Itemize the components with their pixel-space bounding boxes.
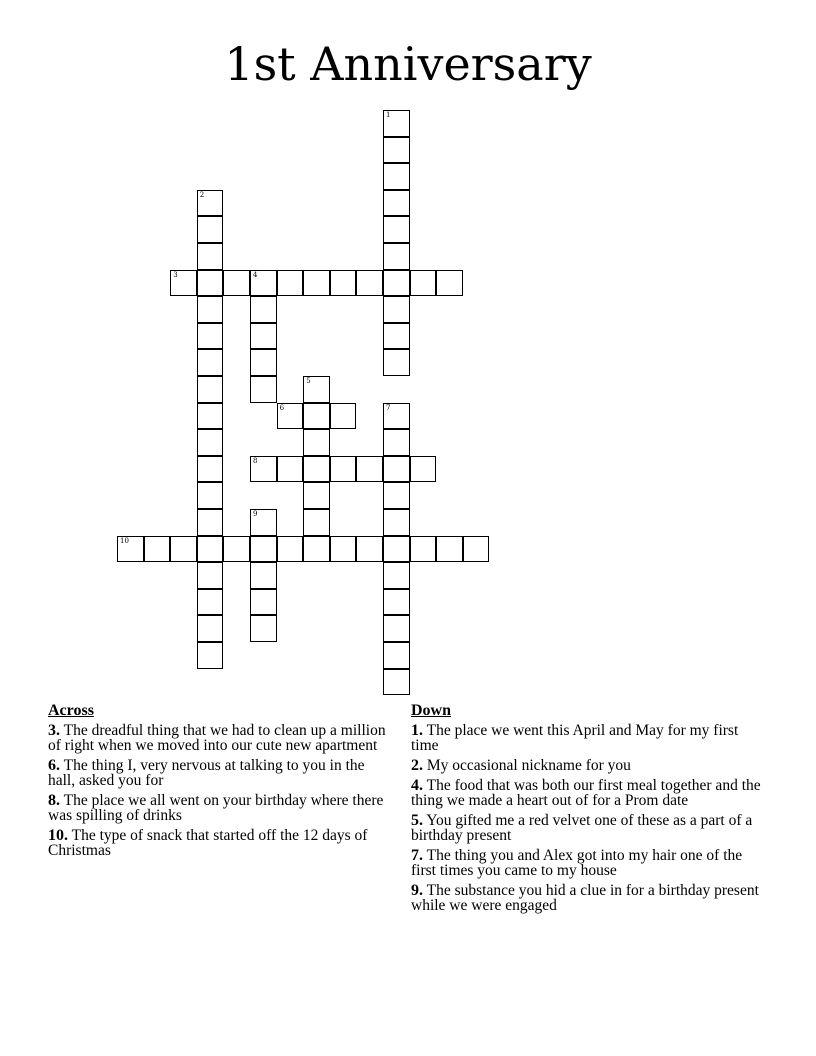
crossword-cell[interactable]: [197, 243, 224, 270]
crossword-cell[interactable]: [250, 615, 277, 642]
cell-number: 6: [279, 403, 285, 412]
crossword-cell[interactable]: [197, 323, 224, 350]
across-heading: Across: [48, 702, 94, 719]
cell-number: 10: [120, 536, 129, 545]
crossword-cell[interactable]: [463, 536, 490, 563]
crossword-cell[interactable]: [383, 509, 410, 536]
across-clue: [48, 793, 393, 823]
clue-number: 6.: [48, 757, 60, 774]
cell-number: 9: [253, 510, 258, 518]
down-clues: [411, 702, 761, 918]
crossword-cell[interactable]: [197, 190, 224, 217]
down-clue: [411, 883, 761, 913]
clue-text: The place we all went on your birthday where there was spilling of drinks: [48, 792, 384, 824]
across-clues: [48, 702, 393, 863]
crossword-cell[interactable]: [383, 642, 410, 669]
down-clue-list: [411, 723, 761, 913]
crossword-cell[interactable]: [383, 562, 410, 589]
down-clue: [411, 778, 761, 808]
crossword-cell[interactable]: [303, 429, 330, 456]
crossword-cell[interactable]: [410, 456, 437, 483]
crossword-cell[interactable]: [250, 589, 277, 616]
crossword-cell[interactable]: [303, 376, 330, 403]
clue-number: 2.: [411, 757, 423, 774]
crossword-cell[interactable]: [170, 270, 197, 297]
crossword-cell[interactable]: [250, 323, 277, 350]
clue-number: 10.: [48, 827, 68, 844]
crossword-cell[interactable]: [356, 270, 383, 297]
cell-number: 8: [253, 456, 258, 465]
crossword-cell[interactable]: [250, 509, 277, 536]
across-clue: [48, 828, 393, 858]
crossword-cell[interactable]: [383, 403, 410, 430]
crossword-cell[interactable]: [250, 349, 277, 376]
crossword-cell[interactable]: [303, 482, 330, 509]
page-title: 1st Anniversary: [224, 37, 592, 91]
crossword-cell[interactable]: [356, 456, 383, 483]
crossword-cell[interactable]: [383, 270, 410, 297]
crossword-cell[interactable]: [383, 243, 410, 270]
crossword-cell[interactable]: [277, 536, 304, 563]
crossword-cell[interactable]: [197, 536, 224, 563]
cell-number: 1: [386, 111, 391, 119]
crossword-cell[interactable]: [250, 536, 277, 563]
crossword-cell[interactable]: [197, 482, 224, 509]
crossword-cell[interactable]: [197, 562, 224, 589]
crossword-cell[interactable]: [197, 376, 224, 403]
crossword-cell[interactable]: [436, 536, 463, 563]
crossword-cell[interactable]: [436, 270, 463, 297]
crossword-cell[interactable]: [383, 589, 410, 616]
clue-number: 8.: [48, 792, 60, 809]
crossword-cell[interactable]: [303, 509, 330, 536]
crossword-cell[interactable]: [197, 270, 224, 297]
crossword-cell[interactable]: [117, 536, 144, 563]
cell-number: 5: [306, 377, 311, 385]
crossword-cell[interactable]: [144, 536, 171, 563]
crossword-cell[interactable]: [330, 536, 357, 563]
crossword-cell[interactable]: [383, 163, 410, 190]
crossword-cell[interactable]: [383, 429, 410, 456]
crossword-cell[interactable]: [303, 536, 330, 563]
crossword-cell[interactable]: [383, 482, 410, 509]
crossword-cell[interactable]: [383, 349, 410, 376]
down-clue: [411, 723, 761, 753]
down-clue: [411, 848, 761, 878]
crossword-cell[interactable]: [277, 270, 304, 297]
crossword-cell[interactable]: [330, 403, 357, 430]
crossword-cell[interactable]: [197, 296, 224, 323]
clue-number: 5.: [411, 812, 423, 829]
crossword-cell[interactable]: [223, 536, 250, 563]
clue-text: The thing I, very nervous at talking to you in the hall, asked you for: [48, 757, 365, 789]
cell-number: 2: [199, 190, 205, 199]
clue-text: The type of snack that started off the 12 days of Christmas: [48, 827, 368, 859]
crossword-cell[interactable]: [383, 137, 410, 164]
crossword-cell[interactable]: [356, 536, 383, 563]
cell-number: 4: [253, 270, 258, 279]
clue-number: 3.: [48, 722, 60, 739]
clue-number: 1.: [411, 722, 423, 739]
crossword-cell[interactable]: [383, 296, 410, 323]
crossword-cell[interactable]: [277, 403, 304, 430]
down-heading: Down: [411, 702, 452, 719]
cell-number: 3: [173, 270, 178, 279]
across-clue: [48, 723, 393, 753]
crossword-cell[interactable]: [250, 376, 277, 403]
crossword-cell[interactable]: [197, 642, 224, 669]
clue-text: My occasional nickname for you: [426, 757, 631, 774]
crossword-cell[interactable]: [383, 110, 410, 137]
crossword-cell[interactable]: [170, 536, 197, 563]
across-clue-list: [48, 723, 393, 858]
across-clue: [48, 758, 393, 788]
clue-text: The place we went this April and May for my first time: [411, 722, 739, 754]
clue-text: The food that was both our first meal together and the thing we made a heart out of for a Prom date: [411, 777, 761, 809]
crossword-cell[interactable]: [197, 589, 224, 616]
crossword-cell[interactable]: [303, 403, 330, 430]
crossword-cell[interactable]: [410, 536, 437, 563]
clue-text: The thing you and Alex got into my hair one of the first times you came to my house: [411, 847, 743, 879]
crossword-cell[interactable]: [410, 270, 437, 297]
crossword-cell[interactable]: [330, 270, 357, 297]
down-clue: [411, 758, 761, 773]
clue-text: You gifted me a red velvet one of these as a part of a birthday present: [411, 812, 753, 844]
crossword-cell[interactable]: [383, 323, 410, 350]
crossword-cell[interactable]: [250, 270, 277, 297]
crossword-cell[interactable]: [197, 429, 224, 456]
crossword-cell[interactable]: [383, 615, 410, 642]
crossword-cell[interactable]: [197, 403, 224, 430]
crossword-cell[interactable]: [197, 216, 224, 243]
clue-number: 4.: [411, 777, 423, 794]
crossword-cell[interactable]: [303, 270, 330, 297]
crossword-cell[interactable]: [277, 456, 304, 483]
crossword-cell[interactable]: [383, 536, 410, 563]
clue-number: 7.: [411, 847, 423, 864]
crossword-cell[interactable]: [383, 456, 410, 483]
cell-number: 7: [386, 403, 391, 412]
crossword-cell[interactable]: [330, 456, 357, 483]
crossword-cell[interactable]: [250, 562, 277, 589]
crossword-cell[interactable]: [197, 456, 224, 483]
clue-number: 9.: [411, 882, 423, 899]
crossword-cell[interactable]: [383, 669, 410, 696]
crossword-cell[interactable]: [383, 190, 410, 217]
crossword-cell[interactable]: [197, 509, 224, 536]
crossword-cell[interactable]: [197, 349, 224, 376]
crossword-cell[interactable]: [223, 270, 250, 297]
crossword-cell[interactable]: [250, 456, 277, 483]
clue-text: The dreadful thing that we had to clean up a million of right when we moved into our cute new apartment: [48, 722, 386, 754]
crossword-cell[interactable]: [197, 615, 224, 642]
crossword-cell[interactable]: [250, 296, 277, 323]
clue-text: The substance you hid a clue in for a birthday present while we were engaged: [411, 882, 759, 914]
crossword-cell[interactable]: [303, 456, 330, 483]
down-clue: [411, 813, 761, 843]
crossword-cell[interactable]: [383, 216, 410, 243]
